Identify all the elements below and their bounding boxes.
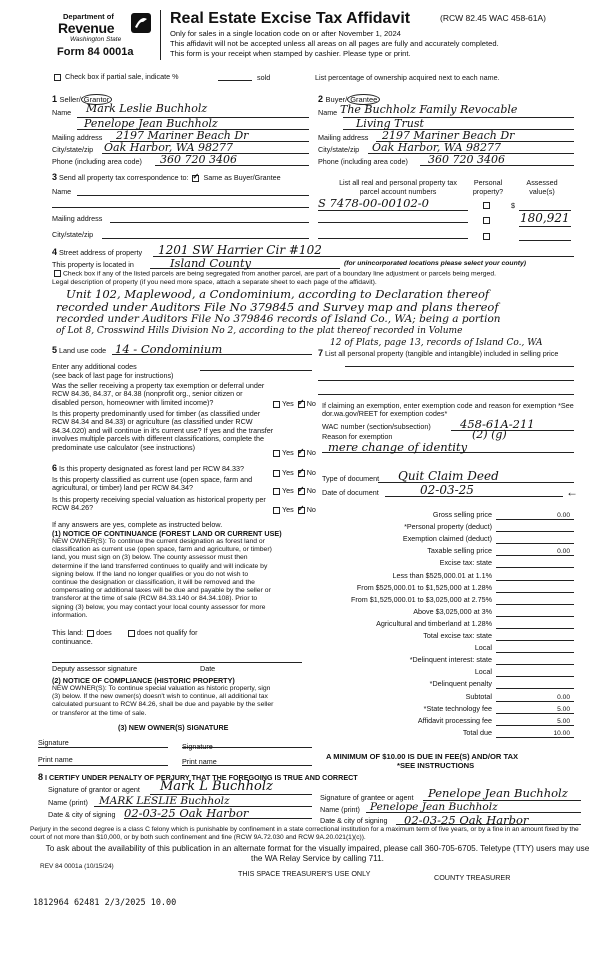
buyer-phone-value: 360 720 3406 [428, 153, 505, 166]
personal-cb-row-2 [481, 215, 492, 224]
calc-row-value-field[interactable] [496, 631, 574, 641]
calc-row [332, 679, 574, 690]
deputy-signature-label: Deputy assessor signature [52, 664, 138, 673]
personal-property-field-2[interactable] [318, 380, 574, 381]
calc-row-value-field[interactable] [496, 704, 574, 714]
reason-label: Reason for exemption [322, 432, 393, 441]
calc-row-value-field[interactable] [496, 571, 574, 581]
calc-row-value [570, 621, 574, 628]
form-number: Form 84 0001a [57, 46, 134, 58]
grantor-name-label: Name (print) [48, 798, 88, 807]
calc-row [332, 510, 574, 521]
seller-section-title: 1 Seller/ Grantor [52, 94, 112, 104]
q-timber-no[interactable] [298, 450, 305, 457]
historic-title: (2) NOTICE OF COMPLIANCE (HISTORIC PROPERTY) [52, 676, 235, 685]
legal-line-2: recorded under Auditors File No 379845 and Survey map and plans thereof [56, 300, 499, 314]
personal-cb-row-3 [481, 231, 492, 240]
calc-row-label: *Delinquent penalty [429, 679, 492, 689]
seller-phone-value: 360 720 3406 [160, 153, 237, 166]
this-land-row: This land: does does not qualify for [52, 628, 198, 637]
seller-phone-label: Phone (including area code) [52, 157, 142, 166]
seller-city-value: Oak Harbor, WA 98277 [104, 141, 234, 154]
q-historic-answer: Yes ✓ No [271, 505, 316, 514]
grantee-name-label: Name (print) [320, 805, 360, 814]
calc-row-label: Less than $525,000.01 at 1.1% [392, 570, 492, 580]
parcel-number-value: S 7478-00-00102-0 [318, 196, 429, 210]
print-name-label-1: Print name [38, 755, 73, 764]
calc-row [332, 571, 574, 582]
buyer-section-title: 2 Buyer/ Grantee [318, 94, 380, 104]
buyer-mail-label: Mailing address [318, 133, 369, 142]
calc-row-value-field[interactable] [496, 595, 574, 605]
corr-mail-label: Mailing address [52, 214, 103, 223]
seller-city-label: City/state/zip [52, 145, 94, 154]
calc-row-value-field[interactable] [496, 534, 574, 544]
calc-row-label: *State technology fee [423, 703, 492, 713]
partial-sale-label: Check box if partial sale, indicate % [65, 72, 179, 81]
calc-row-value [570, 585, 574, 592]
calc-row-label: Agricultural and timberland at 1.28% [376, 618, 492, 628]
new-owner-sig-field-1[interactable] [38, 747, 168, 748]
unincorporated-note: (for unincorporated locations please select your county) [344, 260, 527, 267]
calc-row-value-field[interactable] [496, 692, 574, 702]
calc-row-label: Total excise tax: state [423, 631, 492, 640]
perjury-note: Perjury in the second degree is a class C felony which is punishable by confinement in a state correctional institution for a maximum term of five years, or by a fine in an amount fixed by the court of not more than $10,000, or by both such confinement and fine (RCW 9A.72.030 and RCW 9A.20.021(1)(c)). [30, 826, 579, 841]
calc-row [332, 643, 574, 654]
calc-row-value [570, 681, 574, 688]
seller-name-label: Name [52, 108, 72, 117]
q-timber-answer: Yes ✓ No [271, 448, 316, 457]
calc-row-value [570, 524, 574, 531]
calc-row-value-field[interactable] [496, 679, 574, 689]
q-current-use-answer: Yes ✓ No [271, 486, 316, 495]
assessed-field-2[interactable] [519, 226, 571, 227]
q-current-use: Is this property classified as current use (open space, farm and agricultural, or timber) land per RCW 84.34? [52, 475, 253, 493]
doc-type-label: Type of document [322, 474, 380, 483]
calc-row-value [570, 609, 574, 616]
q-timber-yes[interactable] [273, 450, 280, 457]
wac-sub-value: (2) (g) [472, 428, 507, 441]
county-treasurer-label: COUNTY TREASURER [434, 873, 511, 882]
corr-city-label: City/state/zip [52, 230, 94, 239]
segregated-checkbox[interactable] [54, 270, 61, 277]
legal-line-4: of Lot 8, Crosswind Hills Division No 2, according to the plat thereof recorded in Volume [56, 326, 463, 336]
additional-codes-label: Enter any additional codes (see back of last page for instructions) [52, 362, 174, 380]
grantor-date-label: Date & city of signing [48, 810, 116, 819]
personal-checkbox-3[interactable] [483, 233, 490, 240]
calc-row-value-field[interactable] [496, 716, 574, 726]
calc-row [332, 558, 574, 569]
q-exemption: Was the seller receiving a property tax exemption or deferral under RCW 84.36, 84.37, or 84.38 (nonprofit org., senior citizen or disabled person, homeowner with limited income)? [52, 381, 265, 407]
calc-row-value [570, 645, 574, 652]
print-name-label-2: Print name [182, 757, 217, 766]
doc-date-field[interactable] [385, 496, 563, 497]
deputy-signature-field[interactable] [52, 662, 302, 663]
q-exemption-no[interactable] [298, 401, 305, 408]
q-current-use-no[interactable] [298, 488, 305, 495]
q-historic-yes[interactable] [273, 507, 280, 514]
correspondence-title: 3 Send all property tax correspondence to: ✓ Same as Buyer/Grantee [52, 172, 281, 182]
calc-row [332, 619, 574, 630]
buyer-city-value: Oak Harbor, WA 98277 [372, 141, 502, 154]
buyer-mail-value: 2197 Mariner Beach Dr [382, 129, 515, 142]
rev-label: REV 84 0001a (10/15/24) [40, 863, 114, 870]
grantor-circled: Grantor [81, 94, 112, 105]
calc-row-value-field[interactable] [496, 667, 574, 677]
additional-codes-field[interactable] [200, 370, 312, 371]
calc-row-label: Excise tax: state [439, 558, 492, 568]
q-forest-yes[interactable] [273, 470, 280, 477]
calc-row [332, 631, 574, 642]
calc-row-label: Local [474, 667, 492, 677]
q-timber: Is this property predominantly used for timber (as classified under RCW 84.34 and 84.33) or agriculture (as classified under RCW 84.34.020) and will continue in it's current use? If yes and the transfer involves multiple parcels with different classifications, complete the predominate use calculator (see instructions) [52, 409, 274, 452]
buyer-phone-label: Phone (including area code) [318, 157, 408, 166]
grantee-signature: Penelope Jean Buchholz [428, 786, 568, 800]
seller-name-2: Penelope Jean Buchholz [84, 117, 218, 130]
calc-row-label: From $525,000.01 to $1,525,000 at 1.28% [356, 582, 492, 592]
calc-row-value [570, 536, 574, 543]
calc-row-value [570, 633, 574, 640]
calc-row-value-field[interactable] [496, 607, 574, 617]
legal-label: Legal description of property (if you need more space, attach a separate sheet to each page of the affidavit). [52, 279, 377, 286]
corr-name-field[interactable] [77, 195, 309, 196]
calc-row-value-field[interactable] [496, 510, 574, 520]
calc-row [332, 607, 574, 618]
treasurer-stamp: 1812964 62481 2/3/2025 10.00 [33, 898, 177, 908]
exemption-intro: If claiming an exemption, enter exemption code and reason for exemption *See dor.wa.gov/REET for exemption codes* [322, 401, 574, 419]
calc-row-value [570, 657, 574, 664]
calc-row [332, 692, 574, 703]
wac-value: 458-61A-211 [460, 417, 535, 431]
ownership-note: List percentage of ownership acquired next to each name. [315, 73, 500, 82]
signature-label-2: Signature [182, 742, 213, 751]
calc-row-value-field[interactable] [496, 522, 574, 532]
personal-cb-row [481, 200, 492, 209]
legal-line-3: recorded under Auditors File No 379846 records of Island Co., WA; being a portion [56, 313, 501, 325]
historic-body: NEW OWNER(S): To continue special valuation as historic property, sign (3) below. If the new owner(s) doesn't wish to continue, all additional tax calculated pursuant to RCW 84.26, shall be due and payable by the seller or transferor at the time of sale. [52, 685, 274, 717]
signature-label-1: Signature [38, 738, 69, 747]
q-current-use-yes[interactable] [273, 488, 280, 495]
arrow-icon: ← [566, 485, 578, 499]
q-historic: Is this property receiving special valuation as historical property per RCW 84.26? [52, 495, 266, 513]
seller-mail-label: Mailing address [52, 133, 103, 142]
calc-row-label: Above $3,025,000 at 3% [413, 606, 492, 616]
calc-row-label: Subtotal [465, 691, 492, 701]
land-does-checkbox[interactable] [87, 630, 94, 637]
alt-format-note: To ask about the availability of this publication in an alternate format for the visually impaired, please call 360-705-6705. Teletype (TTY) users may use the WA Relay Service by calling 711. [45, 844, 590, 863]
calc-row [332, 583, 574, 594]
calc-row-value [570, 560, 574, 567]
new-owner-print-field-1[interactable] [38, 765, 168, 766]
partial-sale-row [52, 72, 178, 81]
revenue-logo-text: Revenue [58, 20, 115, 36]
calc-row-label: Total due [462, 727, 492, 737]
assessed-header: Assessed value(s) [526, 178, 558, 196]
land-use-value: 14 - Condominium [115, 342, 223, 356]
calc-row-label: Taxable selling price [427, 546, 492, 556]
buyer-name-label: Name [318, 108, 338, 117]
wac-label: WAC number (section/subsection) [322, 422, 431, 431]
partial-pct-field[interactable] [218, 80, 252, 81]
corr-city-field[interactable] [102, 238, 309, 239]
grantee-date-value: 02-03-25 Oak Harbor [404, 813, 529, 827]
partial-sold-label: sold [257, 73, 271, 82]
personal-checkbox-1[interactable] [483, 202, 490, 209]
grantee-date-label: Date & city of signing [320, 816, 388, 825]
q-historic-no[interactable] [298, 507, 305, 514]
located-value: Island County [170, 256, 252, 270]
grantee-sig-label: Signature of grantee or agent [320, 793, 414, 802]
calc-row [332, 667, 574, 678]
continuance-word: continuance. [52, 637, 93, 646]
calc-row-value-field[interactable] [496, 546, 574, 556]
calc-row-value [570, 669, 574, 676]
seller-name-1: Mark Leslie Buchholz [86, 102, 208, 115]
legal-line-5: 12 of Plats, page 13, records of Island Co., WA [330, 338, 543, 348]
assessed-value: 180,921 [520, 211, 570, 225]
parcels-header: List all real and personal property tax parcel account numbers [339, 178, 457, 196]
street-address-value: 1201 SW Harrier Cir #102 [158, 243, 322, 257]
grantor-sig-label: Signature of grantor or agent [48, 785, 140, 794]
buyer-city-label: City/state/zip [318, 145, 360, 154]
page-title: Real Estate Excise Tax Affidavit [170, 10, 411, 27]
calc-row-label: From $1,525,000.01 to $3,025,000 at 2.75% [350, 594, 492, 604]
rcw-citation: (RCW 82.45 WAC 458-61A) [440, 13, 546, 23]
same-as-buyer-checkbox[interactable] [192, 175, 199, 182]
calc-row [332, 704, 574, 715]
dor-logo-icon [131, 13, 151, 33]
calc-row-label: *Personal property (deduct) [404, 522, 492, 532]
calc-row-value-field[interactable] [496, 558, 574, 568]
calc-row-value: 0.00 [557, 512, 570, 519]
land-use-label: 5 Land use code [52, 345, 107, 355]
header-divider [160, 10, 161, 60]
continuance-body: NEW OWNER(S): To continue the current designation as forest land or classification as current use (open space, farm and agriculture, or timber) land, you must sign on (3) below. The county assessor must then determine if the land transferred continues to qualify and will indicate by signing below. If the land no longer qualifies or you do not wish to continue the designation or classification, it will be removed and the compensating or additional taxes will be due and payable by the seller or transferor at the time of sale (RCW 84.33.140 or 84.34.108). Prior to signing (3) below, you may contact your local county assessor for more information. [52, 538, 272, 619]
see-instructions: *SEE INSTRUCTIONS [397, 761, 475, 770]
if-yes-note: If any answers are yes, complete as instructed below. [52, 520, 223, 529]
corr-name-label: Name [52, 187, 72, 196]
buyer-name-1: The Buchholz Family Revocable [340, 103, 518, 116]
notice-1: Only for sales in a single location code on or after November 1, 2024 [170, 29, 401, 38]
deputy-date-label: Date [200, 664, 216, 673]
continuance-title: (1) NOTICE OF CONTINUANCE (FOREST LAND OR CURRENT USE) [52, 529, 282, 538]
land-does-not-checkbox[interactable] [128, 630, 135, 637]
calc-row-value [570, 573, 574, 580]
calc-row [332, 655, 574, 666]
certify-title: 8 I CERTIFY UNDER PENALTY OF PERJURY THAT THE FOREGOING IS TRUE AND CORRECT [38, 772, 358, 782]
seller-mail-value: 2197 Mariner Beach Dr [116, 129, 249, 142]
calc-row [332, 595, 574, 606]
calc-row [332, 546, 574, 557]
calc-row-value-field[interactable] [496, 619, 574, 629]
calc-row-label: Exemption claimed (deduct) [402, 534, 492, 544]
calc-row-label: Local [474, 643, 492, 653]
personal-property-field[interactable] [345, 366, 574, 367]
calc-row [332, 522, 574, 533]
q-exemption-answer: Yes ✓ No [271, 399, 316, 408]
parcel-number-field-2[interactable] [318, 222, 468, 223]
personal-checkbox-2[interactable] [483, 217, 490, 224]
calc-row-value: 0.00 [557, 693, 570, 701]
corr-mail-field[interactable] [110, 222, 309, 223]
calc-row-value-field[interactable] [496, 643, 574, 653]
treasurer-space-label: THIS SPACE TREASURER'S USE ONLY [238, 869, 371, 878]
new-owner-sig-title: (3) NEW OWNER(S) SIGNATURE [118, 723, 229, 732]
q-forest: 6 Is this property designated as forest land per RCW 84.33? [52, 463, 244, 473]
calc-row-value: 10.00 [553, 729, 570, 737]
grantor-name-value: MARK LESLIE Buchholz [99, 795, 230, 807]
calc-row-value: 5.00 [557, 717, 570, 725]
doc-date-label: Date of document [322, 488, 379, 497]
q-exemption-yes[interactable] [273, 401, 280, 408]
personal-property-field-3[interactable] [318, 394, 574, 395]
calc-row-label: *Delinquent interest: state [409, 655, 492, 665]
reason-value: mere change of identity [328, 440, 468, 454]
calc-row-value-field[interactable] [496, 583, 574, 593]
grantor-date-value: 02-03-25 Oak Harbor [124, 806, 249, 820]
street-address-label: 4 Street address of property [52, 247, 143, 257]
personal-header: Personal property? [472, 178, 504, 196]
buyer-name-2: Living Trust [356, 117, 424, 130]
calc-row-value-field[interactable] [496, 655, 574, 665]
dept-label: Department of [63, 12, 114, 21]
located-label: This property is located in [52, 260, 134, 269]
grantor-signature: Mark L Buchholz [160, 779, 273, 794]
state-label: Washington State [70, 36, 122, 43]
calc-row-value: 0.00 [557, 548, 570, 556]
calc-row [332, 716, 574, 727]
assessed-field-3[interactable] [519, 240, 571, 241]
doc-type-value: Quit Claim Deed [398, 469, 499, 483]
notice-3: This form is your receipt when stamped by cashier. Please type or print. [170, 49, 411, 58]
calc-row-label: Gross selling price [432, 510, 492, 519]
minimum-note: A MINIMUM OF $10.00 IS DUE IN FEE(S) AND/OR TAX [326, 752, 519, 761]
notice-2: This affidavit will not be accepted unless all areas on all pages are fully and accurately completed. [170, 39, 499, 48]
legal-line-1: Unit 102, Maplewood, a Condominium, according to Declaration thereof [66, 287, 490, 301]
corr-name-field-2[interactable] [52, 207, 309, 208]
q-forest-answer: Yes ✓ No [271, 468, 316, 477]
partial-sale-checkbox[interactable] [54, 74, 61, 81]
calc-row [332, 534, 574, 545]
parcel-number-field[interactable] [318, 210, 468, 211]
grantee-circled: Grantee [347, 94, 380, 105]
calc-row-value-field[interactable] [496, 728, 574, 738]
calc-row-label: Affidavit processing fee [417, 715, 492, 725]
q-forest-no[interactable] [298, 470, 305, 477]
calc-row [332, 728, 574, 739]
parcel-number-field-3[interactable] [318, 238, 468, 239]
segregated-row: Check box if any of the listed parcels are being segregated from another parcel, are part of a boundary line adjustment or parcels being merged. [52, 270, 496, 277]
doc-date-value: 02-03-25 [420, 483, 474, 497]
dollar-sign: $ [511, 201, 515, 210]
calc-row-value [570, 597, 574, 604]
grantee-name-value: Penelope Jean Buchholz [370, 801, 498, 813]
calc-row-value: 5.00 [557, 705, 570, 713]
personal-property-label: 7 List all personal property (tangible and intangible) included in selling price [318, 348, 559, 358]
